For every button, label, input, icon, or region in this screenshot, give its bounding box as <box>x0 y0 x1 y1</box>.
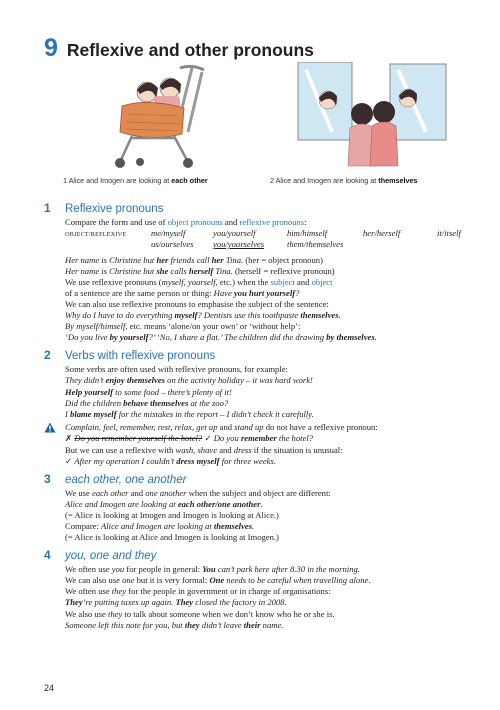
content <box>44 196 474 631</box>
s2-example-2: Help yourself to some food – there’s plenty of it! <box>65 386 232 397</box>
s1-para-3: We can also use reflexive pronouns to emphasise the subject of the sentence: Why do I have to do everything myself? Dentists use this toothpaste themselves. <box>65 298 341 321</box>
s1-para-4: By myself/himself, etc. means ‘alone/on your own’ or ‘without help’: ‘Do you live by yourself?’ ‘No, I share a flat.’ The children did the drawing by themselves. <box>65 321 377 343</box>
s2-intro: Some verbs are often used with reflexive pronouns, for example: <box>65 364 288 375</box>
illustration-mirrors <box>292 62 452 172</box>
unit-number: 9 <box>44 34 58 62</box>
warning-icon <box>44 422 56 433</box>
s3-note-1: (= Alice is looking at Imogen and Imogen is looking at Alice.) <box>65 509 279 520</box>
unit-title: Reflexive and other pronouns <box>66 40 314 60</box>
s4-para-3: We often use they for the people in government or in charge of organisations: They’re putting taxes up again. They closed the factory in 2008. <box>65 586 331 608</box>
s1-intro: Compare the form and use of object pronouns and reflexive pronouns: <box>65 217 307 227</box>
page-number: 24 <box>44 683 55 693</box>
pronoun-forms-table: OBJECT/REFLEXIVE me/myself you/yourself him/himself her/herself it/itself us/ourselves you/yourselves them/themselves <box>65 228 461 250</box>
s2-example-4: I blame myself for the mistakes in the report – I didn’t check it carefully. <box>65 408 314 419</box>
s3-note-2: (= Alice is looking at Alice and Imogen is looking at Imogen.) <box>65 532 279 543</box>
s3-para-1: We use each other and one another when the subject and object are different: <box>65 487 331 498</box>
s2-warning: Complain, feel, remember, rest, relax, get up and stand up do not have a reflexive pronoun: ✗ Do you remember yourself the hotel? ✓ Do you remember the hotel? But we can use a reflexive with wash, shave and dress if the situation is unusual: ✓ After my operation I couldn’t dress myself for three weeks. <box>65 422 474 466</box>
s1-para-2: We use reflexive pronouns (myself, yourself, etc.) when the subject and object of a sentence are the same person or thing: Have you hurt yourself? <box>65 276 333 298</box>
s4-para-1: We often use you for people in general: You can’t park here after 8.30 in the morning. <box>65 564 360 575</box>
s2-example-3: Did the children behave themselves at the zoo? <box>65 397 229 408</box>
section-1-heading: 1 Reflexive pronouns <box>44 201 164 215</box>
caption-1: 1 Alice and Imogen are looking at each other <box>63 176 208 185</box>
s1-example-2: Her name is Christine but she calls herself Tina. (herself = reflexive pronoun) <box>65 265 335 276</box>
s2-example-1: They didn’t enjoy themselves on the activity holiday – it was hard work! <box>65 375 313 386</box>
s3-example-1: Alice and Imogen are looking at each other/one another. <box>65 498 263 509</box>
unit-header <box>44 34 314 62</box>
s1-example-1: Her name is Christine but her friends call her Tina. (her = object pronoun) <box>65 254 323 265</box>
s4-para-4: We also use they to talk about someone when we don’t know who he or she is. Someone left this note for you, but they didn’t leave their name. <box>65 608 335 630</box>
section-3-heading: 3 each other, one another <box>44 471 187 486</box>
illustration-pushchair <box>92 62 242 172</box>
caption-2: 2 Alice and Imogen are looking at themselves <box>270 176 418 185</box>
s4-para-2: We can also use one but it is very formal: One needs to be careful when travelling alone. <box>65 575 371 586</box>
section-2-heading: 2 Verbs with reflexive pronouns <box>44 348 216 363</box>
section-4-heading: 4 you, one and they <box>44 548 157 563</box>
s3-compare: Compare: Alice and Imogen are looking at themselves. <box>65 520 255 531</box>
